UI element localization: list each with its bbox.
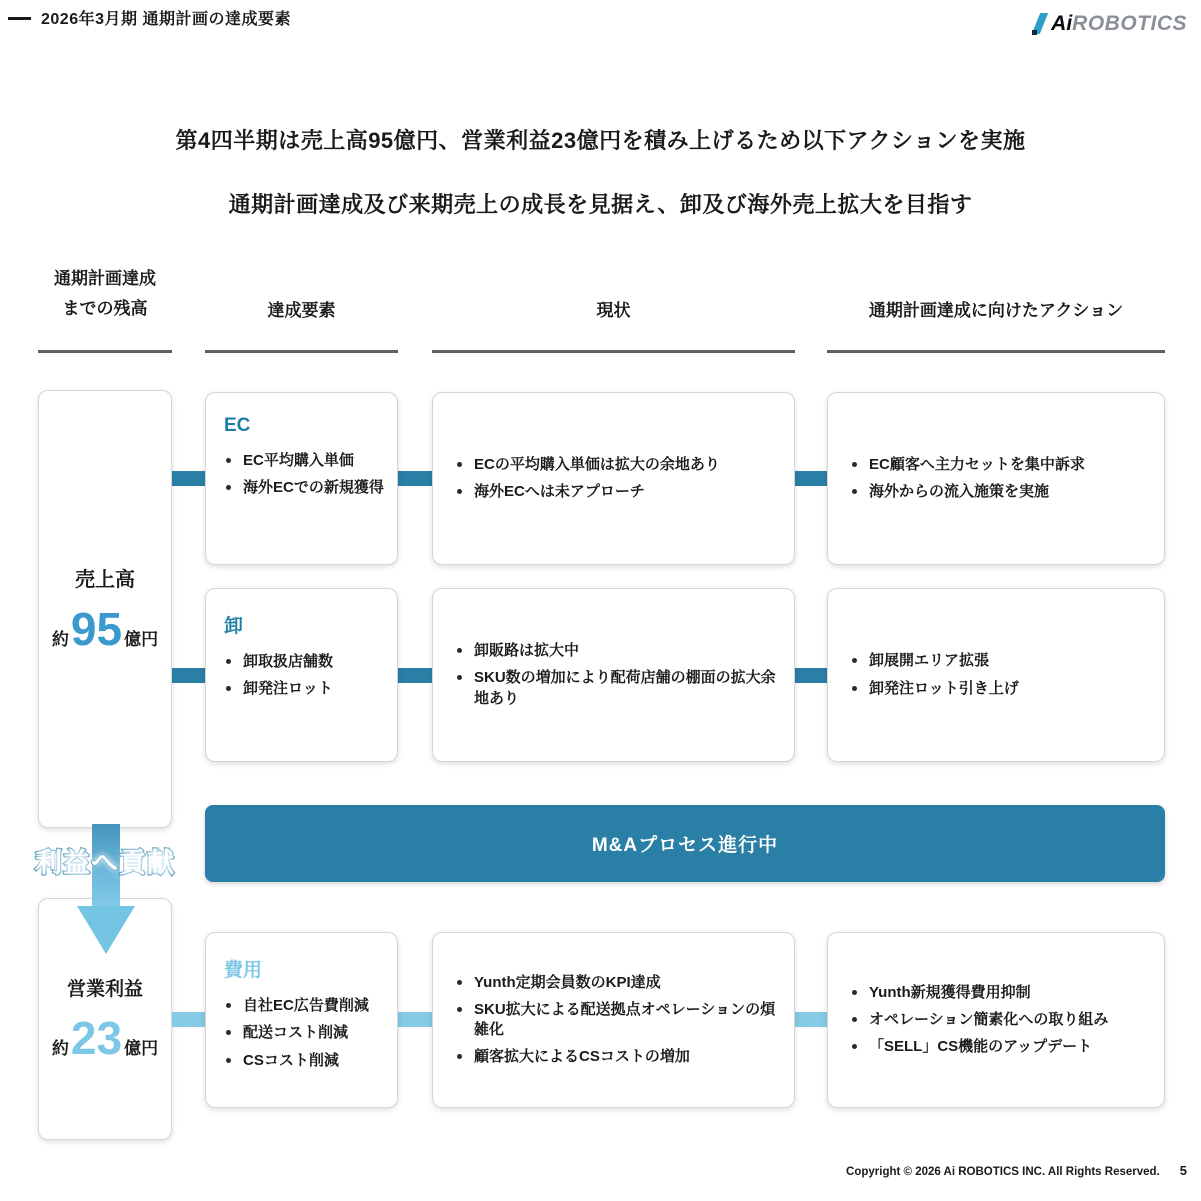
cost-status-item	[455, 1000, 786, 1041]
bullet-text: 海外ECへは未アプローチ	[474, 483, 645, 500]
bullet-text: 海外ECでの新規獲得	[243, 479, 384, 497]
wholesale-card-title: 卸	[224, 616, 244, 637]
bullet-dot-icon	[226, 1030, 231, 1035]
cost-action-item	[850, 983, 1156, 1003]
bullet-dot-icon	[457, 980, 462, 985]
cost-factor-item	[224, 1051, 387, 1071]
column-underline-actions	[827, 350, 1165, 353]
revenue-unit: 億円	[124, 629, 159, 649]
bullet-dot-icon	[457, 1007, 462, 1012]
cost-action-item	[850, 1010, 1156, 1030]
profit-label: 営業利益	[66, 978, 143, 1000]
wholesale-action-card	[827, 588, 1165, 762]
bullet-text: EC顧客へ主力セットを集中訴求	[869, 455, 1085, 473]
cost-factor-item	[224, 1023, 387, 1043]
bullet-dot-icon	[852, 489, 857, 494]
wholesale-factor-item	[224, 652, 387, 672]
connector-cost-action	[795, 1012, 827, 1027]
ec-card-title: EC	[224, 415, 251, 436]
ec-factor-item	[224, 451, 387, 471]
bullet-dot-icon	[852, 462, 857, 467]
cost-status-card	[432, 932, 795, 1108]
column-header-balance-line2: までの残高	[62, 298, 148, 318]
wholesale-status-card	[432, 588, 795, 762]
connector-cost-status	[398, 1012, 432, 1027]
bullet-text: Yunth新規獲得費用抑制	[869, 983, 1031, 1001]
ec-action-item	[850, 482, 1156, 502]
bullet-text: 顧客拡大によるCSコストの増加	[474, 1048, 690, 1066]
ec-action-card	[827, 392, 1165, 565]
profit-value-line	[52, 1011, 158, 1065]
cost-status-item	[455, 973, 786, 993]
connector-revenue-wholesale	[172, 668, 205, 683]
cost-factor-item	[224, 996, 387, 1016]
ec-factor-card	[205, 392, 398, 565]
bullet-text: 海外からの流入施策を実施	[869, 483, 1050, 500]
connector-profit-cost	[172, 1012, 205, 1027]
bullet-text: 卸発注ロット引き上げ	[869, 679, 1019, 697]
column-header-balance-line1: 通期計画達成	[54, 269, 156, 288]
cost-action-item	[850, 1037, 1156, 1057]
bullet-dot-icon	[852, 990, 857, 995]
bullet-dot-icon	[852, 1044, 857, 1049]
ec-action-item	[850, 455, 1156, 475]
connector-ec-action	[795, 471, 827, 486]
wholesale-status-item	[455, 668, 786, 709]
revenue-value-line	[52, 602, 158, 656]
bullet-text: Yunth定期会員数のKPI達成	[474, 973, 661, 991]
column-underline-status	[432, 350, 795, 353]
slide-headline-line1: 第4四半期は売上高95億円、営業利益23億円を積み上げるため以下アクションを実施	[175, 128, 1026, 153]
profit-contribution-label: 利益へ貢献	[35, 848, 175, 878]
bullet-text: SKU数の増加により配荷店舗の棚面の拡大余地あり	[474, 669, 776, 707]
cost-action-card	[827, 932, 1165, 1108]
bullet-text: 「SELL」CS機能のアップデート	[869, 1038, 1093, 1056]
bullet-dot-icon	[226, 659, 231, 664]
ec-status-item	[455, 455, 786, 475]
company-logo	[1032, 11, 1187, 37]
bullet-dot-icon	[226, 1058, 231, 1063]
ec-status-item	[455, 482, 786, 502]
logo-text-light: ROBOTICS	[1072, 12, 1187, 35]
footer	[846, 1163, 1187, 1178]
revenue-value: 95	[70, 602, 123, 655]
column-header-status: 現状	[596, 301, 631, 320]
revenue-approx: 約	[51, 629, 69, 649]
ma-process-banner: M&Aプロセス進行中	[205, 805, 1165, 882]
profit-value: 23	[70, 1011, 123, 1064]
profit-approx: 約	[51, 1038, 69, 1058]
bullet-text: EC平均購入単価	[243, 452, 354, 469]
header-dash	[8, 17, 31, 20]
bullet-dot-icon	[457, 675, 462, 680]
copyright-text: Copyright © 2026 Ai ROBOTICS INC. All Rights Reserved.	[846, 1166, 1160, 1178]
wholesale-status-item	[455, 641, 786, 661]
bullet-dot-icon	[226, 485, 231, 490]
profit-arrow-head-icon	[77, 906, 135, 954]
bullet-dot-icon	[226, 458, 231, 463]
bullet-dot-icon	[852, 658, 857, 663]
column-header-balance	[38, 264, 172, 324]
bullet-text: 自社EC広告費削減	[243, 997, 369, 1014]
bullet-dot-icon	[457, 648, 462, 653]
bullet-dot-icon	[457, 489, 462, 494]
connector-revenue-ec	[172, 471, 205, 486]
logo-text-bold: Ai	[1051, 12, 1073, 35]
bullet-dot-icon	[457, 1054, 462, 1059]
column-underline-balance	[38, 350, 172, 353]
bullet-text: 配送コスト削減	[243, 1024, 349, 1042]
column-header-factors: 達成要素	[267, 301, 336, 320]
cost-factor-card	[205, 932, 398, 1108]
logo-slash-icon	[1032, 13, 1046, 35]
bullet-dot-icon	[852, 1017, 857, 1022]
column-underline-factors	[205, 350, 398, 353]
column-header-actions: 通期計画達成に向けたアクション	[868, 301, 1124, 320]
bullet-dot-icon	[226, 1003, 231, 1008]
wholesale-factor-item	[224, 679, 387, 699]
bullet-dot-icon	[457, 462, 462, 467]
slide-headline-line2: 通期計画達成及び来期売上の成長を見据え、卸及び海外売上拡大を目指す	[228, 192, 973, 217]
bullet-text: 卸取扱店舗数	[243, 653, 334, 670]
connector-ec-status	[398, 471, 432, 486]
wholesale-factor-card	[205, 588, 398, 762]
ec-status-card	[432, 392, 795, 565]
revenue-label: 売上高	[75, 568, 135, 591]
page-number: 5	[1179, 1163, 1187, 1178]
bullet-text: SKU拡大による配送拠点オペレーションの煩雑化	[474, 1000, 776, 1038]
bullet-text: 卸販路は拡大中	[474, 642, 580, 660]
profit-unit: 億円	[124, 1038, 159, 1058]
connector-wholesale-status	[398, 668, 432, 683]
bullet-text: 卸展開エリア拡張	[869, 652, 990, 670]
wholesale-action-item	[850, 679, 1156, 699]
ec-factor-item	[224, 478, 387, 498]
page-title: 2026年3月期 通期計画の達成要素	[41, 11, 291, 28]
bullet-text: ECの平均購入単価は拡大の余地あり	[474, 455, 720, 473]
bullet-dot-icon	[852, 686, 857, 691]
bullet-text: CSコスト削減	[243, 1051, 339, 1069]
cost-status-item	[455, 1047, 786, 1067]
bullet-text: 卸発注ロット	[243, 680, 333, 698]
bullet-text: オペレーション簡素化への取り組み	[869, 1010, 1109, 1028]
revenue-kpi-box	[38, 390, 172, 828]
bullet-dot-icon	[226, 686, 231, 691]
connector-wholesale-action	[795, 668, 827, 683]
cost-card-title: 費用	[224, 960, 263, 981]
wholesale-action-item	[850, 651, 1156, 671]
